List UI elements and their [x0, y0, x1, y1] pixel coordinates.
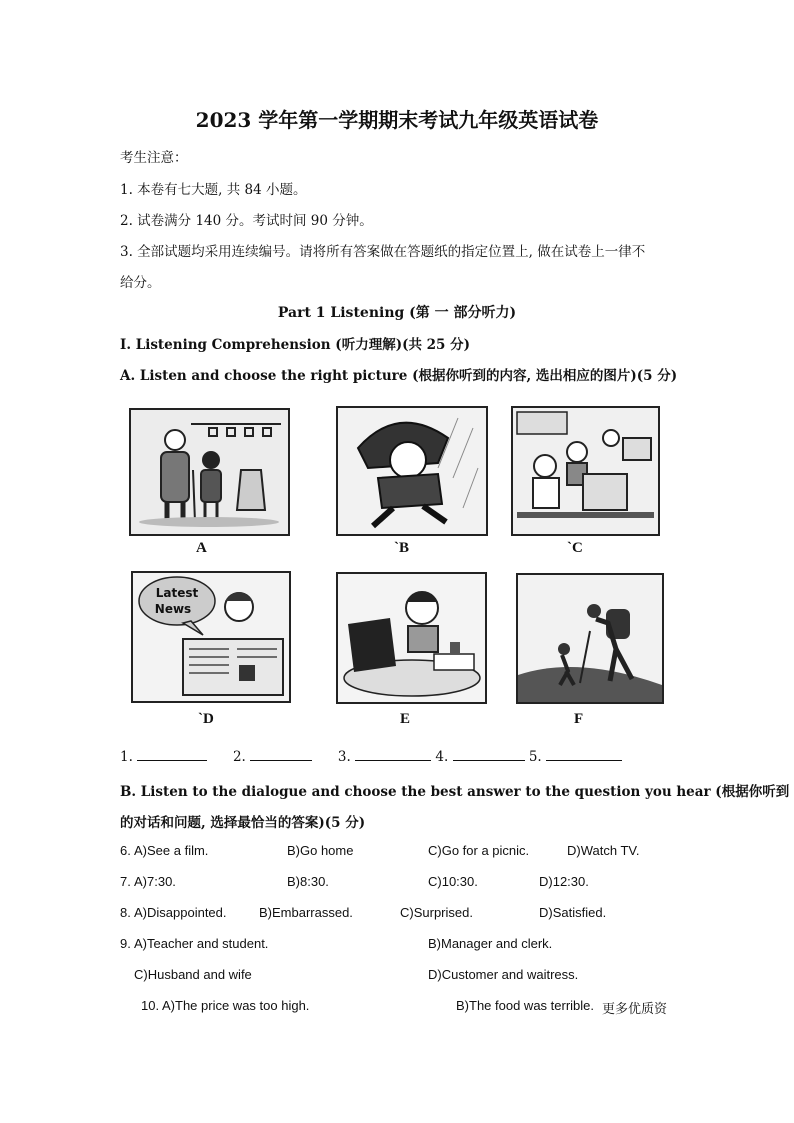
question-10-number: 10.	[141, 998, 160, 1013]
picture-a-label: A	[196, 540, 207, 556]
question-8-option-b: B)Embarrassed.	[259, 905, 353, 920]
question-6-option-d: D)Watch TV.	[567, 843, 640, 858]
question-8-option-c: C)Surprised.	[400, 905, 473, 920]
picture-a	[129, 408, 290, 536]
question-8-number: 8.	[120, 905, 131, 920]
question-9-number: 9.	[120, 936, 131, 951]
question-7-option-b: B)8:30.	[287, 874, 329, 889]
question-7-option-c: C)10:30.	[428, 874, 478, 889]
picture-b	[336, 406, 488, 536]
speech-bubble-line-2: News	[154, 602, 192, 616]
blank-2-label: 2.	[232, 749, 246, 765]
section-1-heading: I. Listening Comprehension (听力理解)(共 25 分)	[120, 337, 471, 353]
blank-5-label: 5.	[528, 749, 542, 765]
picture-f	[516, 573, 664, 704]
question-6-option-b: B)Go home	[287, 843, 354, 858]
picture-c	[511, 406, 660, 536]
blank-4-line[interactable]	[453, 748, 525, 761]
question-7-option-d: D)12:30.	[539, 874, 589, 889]
question-8-option-a: A)Disappointed.	[134, 905, 227, 920]
section-a-heading: A. Listen and choose the right picture (根据你听到的内容, 选出相应的图片)(5 分)	[120, 368, 678, 384]
notice-item-1: 1. 本卷有七大题, 共 84 小题。	[120, 182, 307, 198]
part1-heading: Part 1 Listening (第 一 部分听力)	[277, 305, 517, 321]
blank-4-label: 4.	[435, 749, 449, 765]
speech-bubble-line-1: Latest	[155, 586, 199, 600]
question-6-number: 6.	[120, 843, 131, 858]
blank-5-line[interactable]	[546, 748, 622, 761]
notice-item-3: 3. 全部试题均采用连续编号。请将所有答案做在答题纸的指定位置上, 做在试卷上一律不	[120, 244, 646, 260]
section-b-heading: B. Listen to the dialogue and choose the best answer to the question you hear (根据你听到	[120, 784, 790, 800]
picture-e	[336, 572, 487, 704]
notice-item-3-cont: 给分。	[120, 275, 161, 291]
section-b-heading-cont: 的对话和问题, 选择最恰当的答案)(5 分)	[120, 815, 366, 831]
blank-1-label: 1.	[120, 749, 133, 765]
blank-3-label: 3.	[337, 749, 351, 765]
notice-item-2: 2. 试卷满分 140 分。考试时间 90 分钟。	[120, 213, 373, 229]
watermark-text: 更多优质资	[602, 1001, 668, 1016]
question-9-option-c: C)Husband and wife	[134, 967, 252, 982]
blank-3-line[interactable]	[355, 748, 431, 761]
question-10-option-a: A)The price was too high.	[162, 998, 310, 1013]
question-9-option-b: B)Manager and clerk.	[428, 936, 553, 951]
question-9-option-a: A)Teacher and student.	[134, 936, 269, 951]
picture-e-label: E	[400, 711, 411, 727]
question-7-option-a: A)7:30.	[134, 874, 176, 889]
question-7-number: 7.	[120, 874, 131, 889]
question-6-option-a: A)See a film.	[134, 843, 209, 858]
notice-heading: 考生注意：	[120, 150, 188, 166]
exam-title: 2023 学年第一学期期末考试九年级英语试卷	[195, 108, 599, 132]
picture-c-label: `C	[567, 540, 583, 556]
question-10-option-b: B)The food was terrible.	[456, 998, 595, 1013]
question-6-option-c: C)Go for a picnic.	[428, 843, 530, 858]
blank-1-line[interactable]	[137, 748, 207, 761]
answer-blanks	[120, 748, 622, 765]
picture-b-label: `B	[394, 540, 409, 556]
boy-in-rain-icon	[338, 408, 486, 534]
picture-d-label: `D	[198, 711, 214, 727]
picture-f-label: F	[574, 711, 584, 727]
hiking-icon	[518, 575, 662, 702]
computer-class-icon	[513, 408, 658, 534]
question-8-option-d: D)Satisfied.	[539, 905, 607, 920]
picture-d	[131, 571, 291, 703]
latest-news-newspaper-icon	[133, 573, 289, 701]
blank-2-line[interactable]	[250, 748, 312, 761]
boy-laptop-icon	[338, 574, 485, 702]
bus-seat-elderly-icon	[131, 410, 288, 534]
question-9-option-d: D)Customer and waitress.	[428, 967, 579, 982]
